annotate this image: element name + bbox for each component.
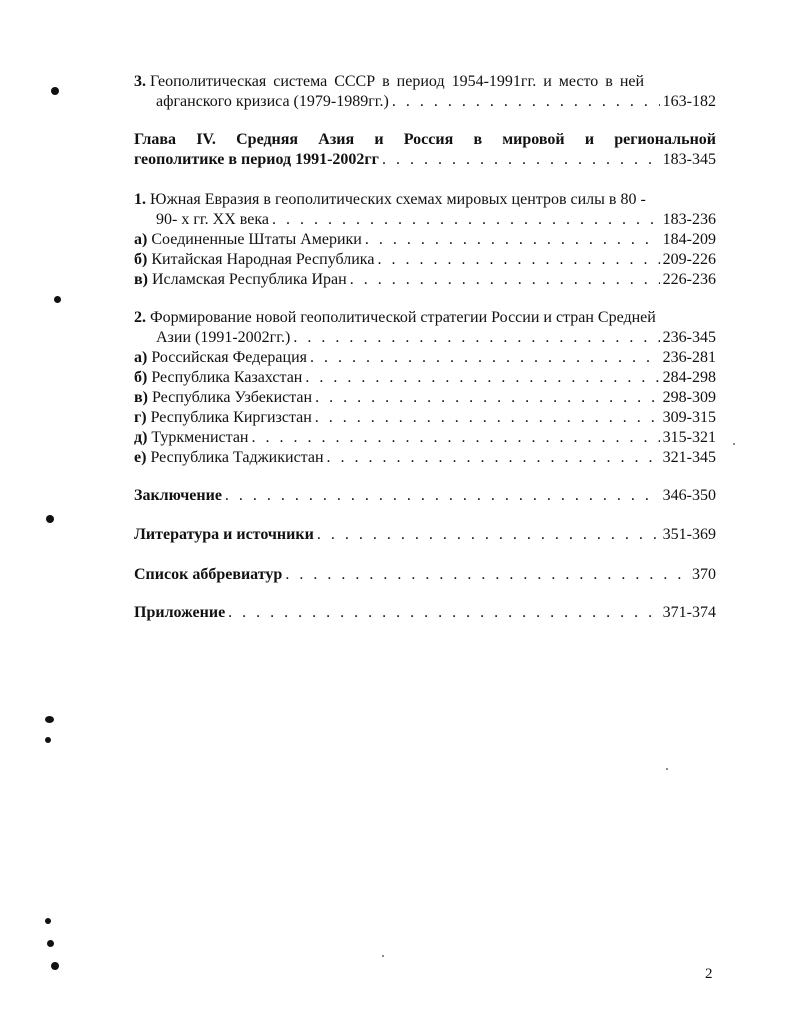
page-range: 346-350 [662, 487, 716, 504]
toc-subentry [134, 348, 716, 368]
toc-appendix [134, 603, 716, 623]
leader-dots [310, 348, 660, 368]
section-title: Список аббревиатур [134, 566, 283, 583]
binder-hole-mark [51, 962, 59, 970]
entry-title-line2: Азии (1991-2002гг.) [156, 329, 291, 346]
binder-hole-mark [47, 940, 54, 947]
toc-conclusion [134, 486, 716, 506]
page-range: 315-321 [662, 429, 716, 446]
page-range: 371-374 [662, 604, 716, 621]
subentry-letter: б) [134, 251, 148, 268]
leader-dots [293, 328, 659, 348]
leader-dots [285, 565, 689, 585]
page-range: 183-345 [662, 151, 716, 168]
page-range: 298-309 [662, 389, 716, 406]
subentry-letter: е) [134, 449, 147, 466]
leader-dots [251, 428, 659, 448]
leader-dots [377, 250, 659, 270]
subentry-title: Туркменистан [151, 429, 249, 446]
leader-dots [315, 408, 660, 428]
toc-subentry [134, 448, 716, 468]
subentry-title: Исламская Республика Иран [151, 271, 347, 288]
toc-entry-1 [134, 190, 716, 290]
binder-hole-mark [45, 737, 51, 743]
page-range: 163-182 [662, 93, 716, 110]
subentry-letter: в) [134, 271, 148, 288]
leader-dots [225, 486, 660, 506]
toc-subentry [134, 270, 716, 290]
binder-hole-mark [45, 716, 54, 723]
binder-hole-mark [51, 87, 59, 95]
entry-number: 1. [134, 191, 146, 208]
page-range: 209-226 [662, 251, 716, 268]
toc-entry-2 [134, 308, 716, 468]
subentry-letter: г) [134, 409, 147, 426]
binder-hole-mark [54, 296, 61, 303]
toc-literature [134, 525, 716, 545]
binder-hole-mark [46, 515, 54, 523]
entry-number: 3. [134, 73, 146, 90]
leader-dots [327, 448, 660, 468]
leader-dots [382, 150, 660, 170]
section-title: Заключение [134, 487, 222, 504]
subentry-letter: в) [134, 389, 148, 406]
toc-subentry [134, 428, 716, 448]
section-title: Приложение [134, 604, 226, 621]
scan-speck [382, 955, 384, 957]
subentry-letter: а) [134, 349, 148, 366]
subentry-letter: а) [134, 231, 148, 248]
toc-subentry [134, 408, 716, 428]
entry-title-line1: Формирование новой геополитической стратегии России и стран Средней [150, 309, 656, 326]
page-number: 2 [705, 966, 713, 982]
toc-subentry [134, 388, 716, 408]
subentry-letter: д) [134, 429, 148, 446]
leader-dots [305, 368, 659, 388]
leader-dots [350, 270, 660, 290]
chapter-title-line1: Глава IV. Средняя Азия и Россия в мировой и региональной [134, 131, 716, 148]
page-range: 309-315 [662, 409, 716, 426]
leader-dots [392, 92, 660, 112]
toc-subentry [134, 368, 716, 388]
subentry-title: Республика Казахстан [151, 369, 303, 386]
page-range: 351-369 [662, 526, 716, 543]
page-range: 236-345 [662, 329, 716, 346]
section-title: Литература и источники [134, 526, 314, 543]
scan-speck [666, 768, 668, 770]
chapter-title-line2: геополитике в период 1991-2002гг [134, 151, 379, 168]
entry-number: 2. [134, 309, 146, 326]
leader-dots [365, 230, 660, 250]
page-range: 226-236 [662, 271, 716, 288]
toc-abbreviations [134, 565, 716, 585]
subentry-title: Республика Таджикистан [150, 449, 324, 466]
binder-hole-mark [45, 918, 51, 924]
page-range: 370 [692, 566, 716, 583]
subentry-title: Республика Киргизстан [150, 409, 312, 426]
leader-dots [317, 525, 660, 545]
subentry-title: Республика Узбекистан [151, 389, 313, 406]
subentry-title: Соединенные Штаты Америки [151, 231, 362, 248]
leader-dots [272, 210, 660, 230]
page-range: 236-281 [662, 349, 716, 366]
entry-title-line1: Южная Евразия в геополитических схемах мировых центров силы в 80 - [150, 191, 646, 208]
entry-title-line2: 90- х гг. XX века [156, 211, 269, 228]
page-range: 321-345 [662, 449, 716, 466]
subentry-title: Китайская Народная Республика [151, 251, 375, 268]
entry-title-line1: Геополитическая система СССР в период 1954-1991гг. и место в ней [150, 73, 645, 90]
page-range: 184-209 [662, 231, 716, 248]
page-range: 183-236 [662, 211, 716, 228]
entry-title-line2: афганского кризиса (1979-1989гг.) [156, 93, 389, 110]
leader-dots [315, 388, 660, 408]
subentry-letter: б) [134, 369, 148, 386]
toc-entry-3 [134, 72, 716, 112]
subentry-title: Российская Федерация [151, 349, 308, 366]
page-range: 284-298 [662, 369, 716, 386]
toc-subentry [134, 250, 716, 270]
leader-dots [228, 603, 660, 623]
toc-chapter-4 [134, 130, 716, 170]
toc-subentry [134, 230, 716, 250]
scan-speck [733, 443, 735, 445]
